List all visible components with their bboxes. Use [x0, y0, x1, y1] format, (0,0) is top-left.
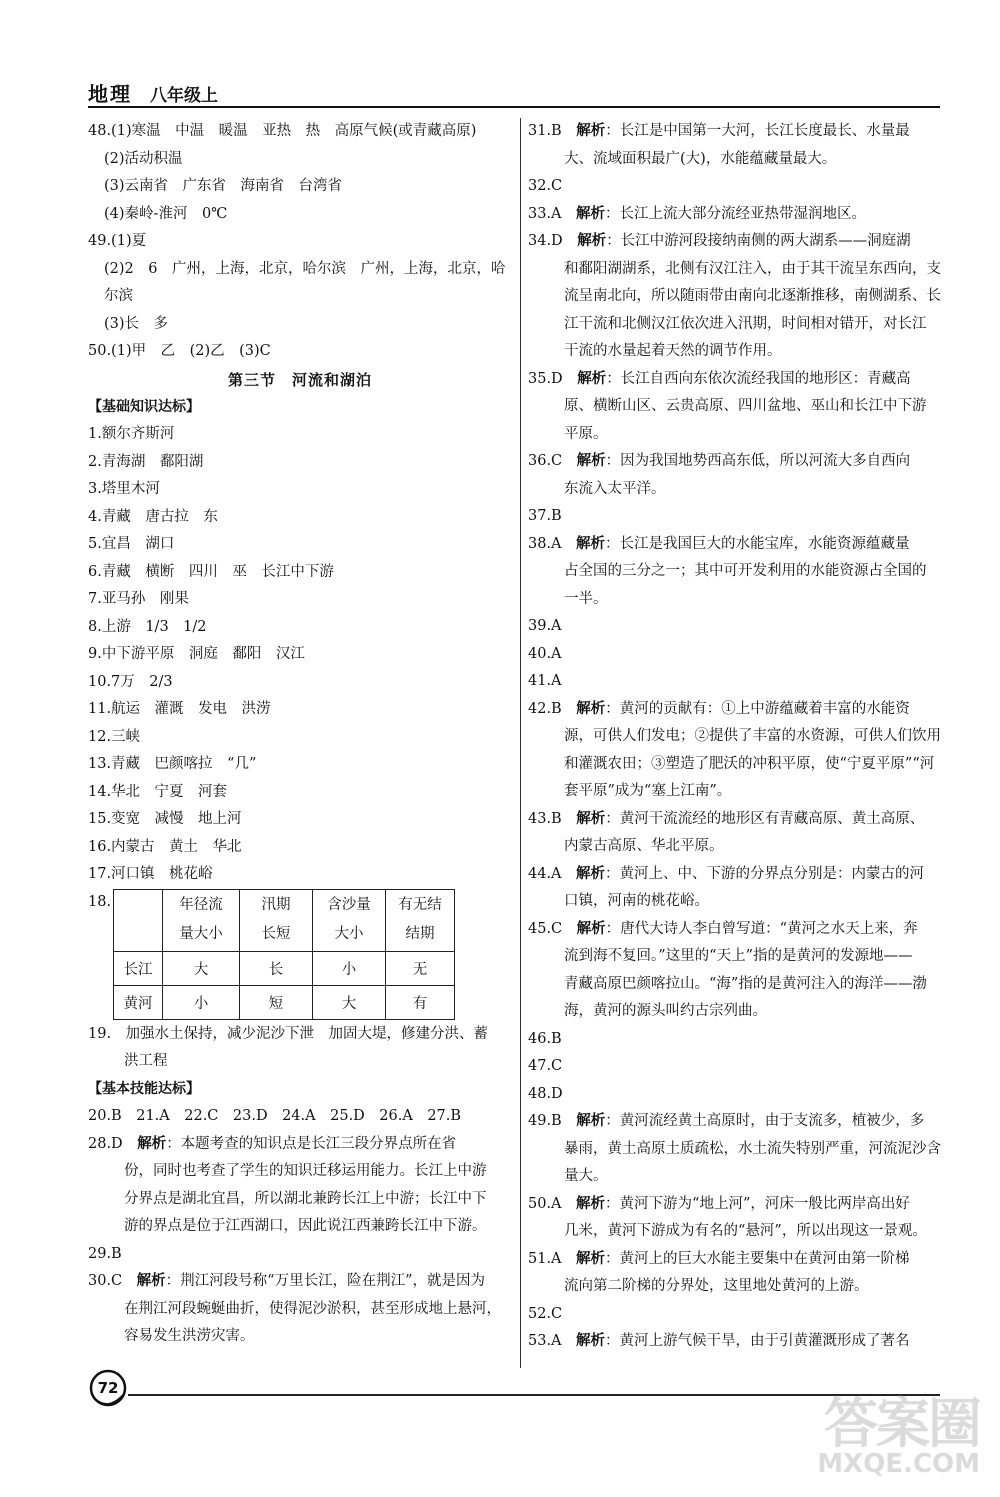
answer-5: 5.宜昌 湖口	[88, 536, 175, 552]
answer-34-cont: 江干流和北侧汉江依次进入汛期，时间相对错开，对长江	[564, 315, 927, 332]
answer-44-cont: 口镇，河南的桃花峪。	[564, 893, 709, 909]
answer-46: 46.B	[528, 1030, 562, 1047]
answer-38: 38.A 解析：长江是我国巨大的水能宝库，水能资源蕴藏量	[528, 535, 910, 552]
answer-38-cont: 一半。	[564, 590, 608, 607]
answer-11: 11.航运 灌溉 发电 洪涝	[88, 701, 271, 717]
answer-1: 1.额尔齐斯河	[88, 426, 175, 442]
answer-52: 52.C	[528, 1305, 563, 1322]
answer-8: 8.上游 1/3 1/2	[88, 618, 207, 635]
table-row	[114, 951, 455, 985]
table-header-sediment: 含沙量 大小	[313, 889, 386, 951]
table-cell: 小	[163, 985, 240, 1019]
table-header-ice: 有无结 结期	[386, 889, 455, 951]
table-cell: 有	[386, 985, 455, 1019]
answer-48: 48.D	[528, 1085, 563, 1102]
answer-3: 3.塔里木河	[88, 481, 160, 497]
answer-48-1: 48.(1)寒温 中温 暖温 亚热 热 高原气候(或青藏高原)	[88, 123, 477, 139]
answer-51-cont: 流向第二阶梯的分界处，这里地处黄河的上游。	[564, 1278, 869, 1294]
table-cell: 短	[240, 985, 313, 1019]
answer-49-cont: 暴雨，黄土高原土质疏松，水土流失特别严重，河流泥沙含	[564, 1140, 941, 1157]
answer-18-number: 18.	[88, 893, 112, 910]
answer-45: 45.C 解析：唐代大诗人李白曾写道：“黄河之水天上来，奔	[528, 920, 918, 937]
answer-45-cont: 青藏高原巴颜喀拉山。“海”指的是黄河注入的海洋——渤	[564, 975, 927, 992]
answer-31-cont: 大、流域面积最广(大)，水能蕴藏量最大。	[564, 150, 837, 167]
answer-34-cont: 干流的水量起着天然的调节作用。	[564, 343, 782, 359]
answer-38-cont: 占全国的三分之一；其中可开发利用的水能资源占全国的	[564, 563, 927, 579]
answer-43: 43.B 解析：黄河干流流经的地形区有青藏高原、黄土高原、	[528, 810, 925, 827]
table-cell-river: 黄河	[114, 985, 163, 1019]
answer-49: 49.B 解析：黄河流经黄土高原时，由于支流多，植被少，多	[528, 1113, 925, 1129]
answer-13: 13.青藏 巴颜喀拉 “几”	[88, 756, 257, 772]
watermark-text: 答案圈	[824, 1392, 980, 1455]
table-cell-river: 长江	[114, 951, 163, 985]
column-divider	[520, 118, 521, 1368]
answer-49-cont: 量大。	[564, 1168, 608, 1184]
answer-49-1: 49.(1)夏	[88, 233, 147, 249]
page-header	[88, 72, 940, 108]
answer-44: 44.A 解析：黄河上、中、下游的分界点分别是：内蒙古的河	[528, 865, 925, 882]
answer-42-cont: 套平原”成为“塞上江南”。	[564, 783, 732, 799]
answer-35-cont: 原、横断山区、云贵高原、四川盆地、巫山和长江中下游	[564, 398, 927, 414]
left-column	[88, 118, 512, 1351]
answer-53: 53.A 解析：黄河上游气候干旱，由于引黄灌溉形成了著名	[528, 1333, 910, 1349]
answer-28-cont: 份，同时也考查了学生的知识迁移运用能力。长江上中游	[124, 1163, 487, 1179]
answer-17: 17.河口镇 桃花峪	[88, 866, 213, 882]
river-comparison-table	[113, 889, 455, 1020]
answer-2: 2.青海湖 鄱阳湖	[88, 453, 204, 470]
answer-30: 30.C 解析：荆江河段号称“万里长江，险在荆江”，就是因为	[88, 1273, 485, 1289]
answer-42: 42.B 解析：黄河的贡献有：①上中游蕴藏着丰富的水能资	[528, 700, 910, 717]
page-number-badge-icon	[88, 1368, 128, 1408]
answer-34: 34.D 解析：长江中游河段接纳南侧的两大湖系——洞庭湖	[528, 233, 911, 249]
block-basic-knowledge: 【基础知识达标】	[88, 398, 200, 415]
answer-7: 7.亚马孙 刚果	[88, 591, 189, 607]
answer-34-cont: 流呈南北向，所以随雨带由南向北逐渐推移，南侧湖系、长	[564, 288, 941, 304]
page-number: 72	[97, 1379, 119, 1397]
table-header-flood: 汛期 长短	[240, 889, 313, 951]
answer-29: 29.B	[88, 1245, 122, 1262]
answer-48-4: (4)秦岭-淮河 0℃	[104, 205, 228, 222]
answer-35: 35.D 解析：长江自西向东依次流经我国的地形区：青藏高	[528, 370, 911, 387]
answer-20-27: 20.B 21.A 22.C 23.D 24.A 25.D 26.A 27.B	[88, 1108, 462, 1124]
answer-9: 9.中下游平原 洞庭 鄱阳 汉江	[88, 646, 305, 662]
answer-15: 15.变宽 减慢 地上河	[88, 811, 242, 827]
answer-40: 40.A	[528, 645, 562, 662]
answer-28: 28.D 解析：本题考查的知识点是长江三段分界点所在省	[88, 1135, 457, 1152]
grade-label: 八年级上	[150, 86, 218, 106]
answer-36: 36.C 解析：因为我国地势西高东低，所以河流大多自西向	[528, 453, 911, 469]
answer-6: 6.青藏 横断 四川 巫 长江中下游	[88, 563, 334, 580]
watermark-url: MXQE.COM	[817, 1449, 980, 1479]
answer-50-cont: 几米，黄河下游成为有名的“悬河”，所以出现这一景观。	[564, 1223, 927, 1239]
answer-43-cont: 内蒙古高原、华北平原。	[564, 838, 724, 854]
answer-12: 12.三峡	[88, 728, 141, 745]
answer-42-cont: 源，可供人们发电；②提供了丰富的水资源，可供人们饮用	[564, 728, 941, 744]
answer-50: 50.(1)甲 乙 (2)乙 (3)C	[88, 343, 271, 359]
answer-19-cont: 洪工程	[124, 1053, 168, 1069]
answer-32: 32.C	[528, 178, 563, 194]
answer-14: 14.华北 宁夏 河套	[88, 783, 228, 800]
answer-10: 10.7万 2/3	[88, 673, 173, 690]
table-cell: 无	[386, 951, 455, 985]
section-title: 第三节 河流和湖泊	[227, 370, 372, 389]
answer-4: 4.青藏 唐古拉 东	[88, 508, 218, 525]
answer-49-2-cont: 尔滨	[104, 288, 133, 304]
answer-35-cont: 平原。	[564, 425, 608, 442]
subject-title: 地理	[88, 82, 132, 106]
answer-50: 50.A 解析：黄河下游为“地上河”，河床一般比两岸高出好	[528, 1195, 910, 1212]
answer-51: 51.A 解析：黄河上的巨大水能主要集中在黄河由第一阶梯	[528, 1250, 910, 1267]
answer-16: 16.内蒙古 黄土 华北	[88, 838, 242, 855]
answer-49-3: (3)长 多	[104, 315, 169, 332]
answer-45-cont: 流到海不复回。”这里的“天上”指的是黄河的发源地——	[564, 948, 913, 964]
header-rule	[88, 106, 940, 108]
answer-31: 31.B 解析：长江是中国第一大河，长江长度最长、水量最	[528, 123, 910, 139]
table-header-runoff: 年径流 量大小	[163, 889, 240, 951]
answer-48-3: (3)云南省 广东省 海南省 台湾省	[104, 178, 343, 194]
table-corner	[114, 889, 163, 951]
table-cell: 大	[313, 985, 386, 1019]
answer-28-cont: 分界点是湖北宜昌，所以湖北兼跨长江上中游；长江中下	[124, 1190, 487, 1207]
answer-30-cont: 容易发生洪涝灾害。	[124, 1328, 255, 1344]
answer-47: 47.C	[528, 1058, 563, 1074]
answer-18	[88, 889, 512, 1021]
right-column	[528, 118, 942, 1356]
answer-49-2: (2)2 6 广州，上海，北京，哈尔滨 广州，上海，北京，哈	[104, 260, 506, 277]
answer-28-cont: 游的界点是位于江西湖口，因此说江西兼跨长江中下游。	[124, 1218, 487, 1234]
answer-30-cont: 在荆江河段蜿蜒曲折，使得泥沙淤积，甚至形成地上悬河，	[124, 1300, 501, 1317]
table-cell: 小	[313, 951, 386, 985]
answer-48-2: (2)活动积温	[104, 150, 183, 167]
answer-34-cont: 和鄱阳湖湖系，北侧有汉江注入，由于其干流呈东西向，支	[564, 260, 941, 277]
answer-36-cont: 东流入太平洋。	[564, 480, 666, 497]
answer-19: 19. 加强水土保持，减少泥沙下泄 加固大堤，修建分洪、蓄	[88, 1025, 489, 1042]
answer-37: 37.B	[528, 508, 562, 524]
table-cell: 长	[240, 951, 313, 985]
answer-42-cont: 和灌溉农田；③塑造了肥沃的冲积平原，使“宁夏平原”“河	[564, 755, 935, 772]
answer-41: 41.A	[528, 673, 562, 689]
watermark-logo	[790, 1377, 990, 1487]
answer-33: 33.A 解析：长江上流大部分流经亚热带湿润地区。	[528, 205, 867, 222]
table-cell: 大	[163, 951, 240, 985]
answer-39: 39.A	[528, 618, 562, 634]
block-basic-skills: 【基本技能达标】	[88, 1080, 200, 1097]
table-row	[114, 985, 455, 1019]
answer-45-cont: 海，黄河的源头叫约古宗列曲。	[564, 1003, 767, 1019]
